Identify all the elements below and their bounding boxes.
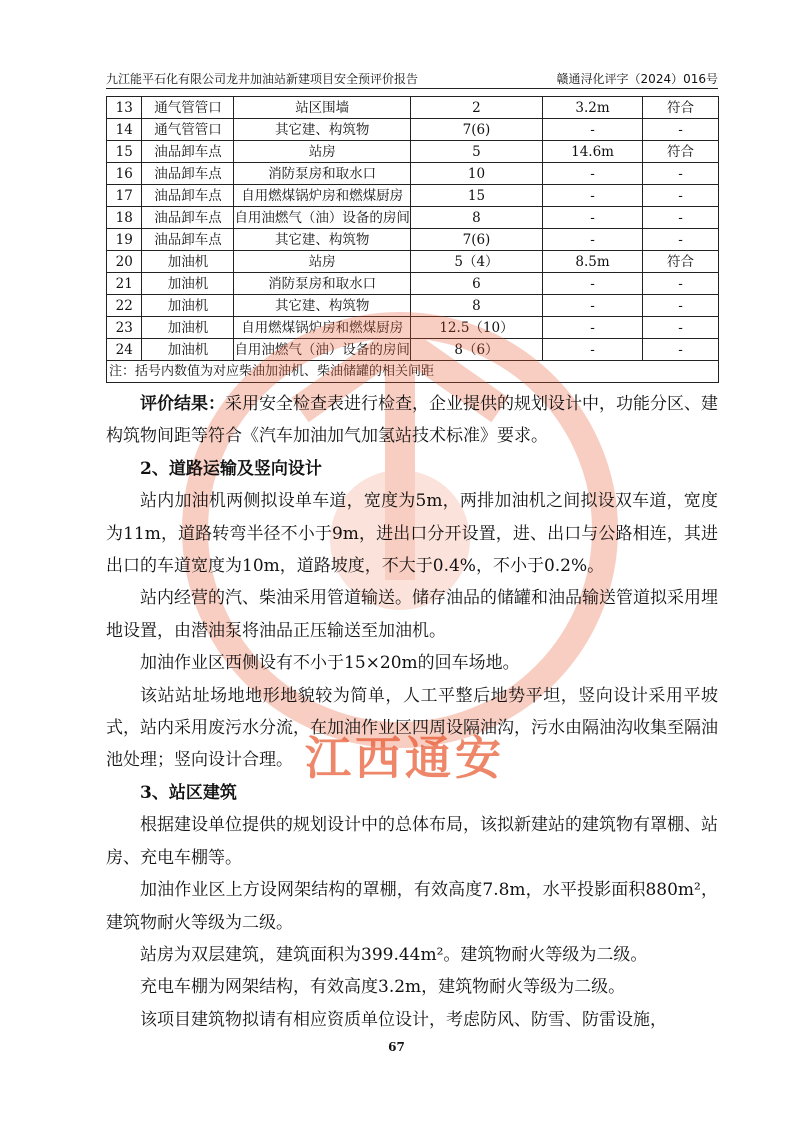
table-cell: - bbox=[643, 229, 719, 251]
paragraph-charging-shed: 充电车棚为网架结构，有效高度3.2m，建筑物耐火等级为二级。 bbox=[140, 977, 626, 998]
table-row bbox=[107, 97, 719, 119]
paragraph-turnaround: 加油作业区西侧设有不小于15×20m的回车场地。 bbox=[140, 653, 520, 674]
table-note: 注：括号内数值为对应柴油加油机、柴油储罐的相关间距 bbox=[107, 361, 719, 383]
table-cell: 14.6m bbox=[543, 141, 643, 163]
table-cell: 通气管管口 bbox=[142, 119, 234, 141]
paragraph-canopy: 加油作业区上方设网架结构的罩棚，有效高度7.8m，水平投影面积880m²，建筑物耐火等级为二级。 bbox=[106, 880, 718, 933]
table-cell: 油品卸车点 bbox=[142, 207, 234, 229]
paragraph-lanes: 站内加油机两侧拟设单车道，宽度为5m，两排加油机之间拟设双车道，宽度为11m，道路转弯半径不小于9m，进出口分开设置，进、出口与公路相连，其进出口的车道宽度为10m，道路坡度，不大于0.4%，不小于0.2%。 bbox=[106, 491, 718, 577]
table-cell: 符合 bbox=[643, 251, 719, 273]
table-cell: 3.2m bbox=[543, 97, 643, 119]
paragraph-vertical-design: 该站站址场地地形地貌较为简单，人工平整后地势平坦，竖向设计采用平坡式，站内采用废污水分流，在加油作业区四周设隔油沟，污水由隔油沟收集至隔油池处理；竖向设计合理。 bbox=[106, 685, 718, 771]
watermark-text: 江西通安 bbox=[305, 731, 505, 785]
distance-table bbox=[106, 96, 719, 383]
table-row bbox=[107, 273, 719, 295]
table-row bbox=[107, 163, 719, 185]
table-cell: - bbox=[543, 229, 643, 251]
table-cell: - bbox=[543, 273, 643, 295]
paragraph-station-house: 站房为双层建筑，建筑面积为399.44m²。建筑物耐火等级为二级。 bbox=[140, 944, 648, 965]
table-cell: 自用油燃气（油）设备的房间 bbox=[234, 207, 411, 229]
table-cell: 加油机 bbox=[142, 251, 234, 273]
table-row bbox=[107, 251, 719, 273]
table-cell: 17 bbox=[107, 185, 142, 207]
table-cell: 12.5（10） bbox=[410, 317, 542, 339]
evaluation-result-text: 采用安全检查表进行检查，企业提供的规划设计中，功能分区、建构筑物间距等符合《汽车加油加气加氢站技术标准》要求。 bbox=[106, 394, 718, 447]
table-cell: - bbox=[643, 163, 719, 185]
table-cell: 19 bbox=[107, 229, 142, 251]
table-cell: 8 bbox=[410, 295, 542, 317]
table-row bbox=[107, 119, 719, 141]
table-cell: 加油机 bbox=[142, 273, 234, 295]
table-cell: 7(6) bbox=[410, 119, 542, 141]
table-cell: 5 bbox=[410, 141, 542, 163]
table-cell: 加油机 bbox=[142, 339, 234, 361]
table-cell: 8（6） bbox=[410, 339, 542, 361]
table-row bbox=[107, 207, 719, 229]
table-cell: 站区围墙 bbox=[234, 97, 411, 119]
page-number: 67 bbox=[388, 1040, 405, 1054]
paragraph-layout: 根据建设单位提供的规划设计中的总体布局，该拟新建站的建筑物有罩棚、站房、充电车棚等。 bbox=[106, 815, 718, 868]
table-cell: 自用燃煤锅炉房和燃煤厨房 bbox=[234, 185, 411, 207]
paragraph-design-note: 该项目建筑物拟请有相应资质单位设计，考虑防风、防雪、防雷设施， bbox=[140, 1009, 667, 1030]
table-cell: 5（4） bbox=[410, 251, 542, 273]
table-cell: 加油机 bbox=[142, 295, 234, 317]
table-cell: 13 bbox=[107, 97, 142, 119]
table-row bbox=[107, 295, 719, 317]
table-cell: - bbox=[543, 207, 643, 229]
table-cell: 20 bbox=[107, 251, 142, 273]
table-row bbox=[107, 185, 719, 207]
table-cell: 7(6) bbox=[410, 229, 542, 251]
table-cell: 22 bbox=[107, 295, 142, 317]
table-cell: - bbox=[643, 295, 719, 317]
table-cell: - bbox=[643, 119, 719, 141]
table-cell: 自用油燃气（油）设备的房间 bbox=[234, 339, 411, 361]
table-cell: 油品卸车点 bbox=[142, 141, 234, 163]
table-cell: 8 bbox=[410, 207, 542, 229]
table-cell: 2 bbox=[410, 97, 542, 119]
paragraph-pipelines: 站内经营的汽、柴油采用管道输送。储存油品的储罐和油品输送管道拟采用埋地设置，由潜油泵将油品正压输送至加油机。 bbox=[106, 588, 718, 641]
table-cell: 自用燃煤锅炉房和燃煤厨房 bbox=[234, 317, 411, 339]
table-cell: 10 bbox=[410, 163, 542, 185]
table-cell: - bbox=[543, 317, 643, 339]
table-cell: 15 bbox=[107, 141, 142, 163]
table-cell: 其它建、构筑物 bbox=[234, 119, 411, 141]
table-cell: 油品卸车点 bbox=[142, 163, 234, 185]
table-cell: - bbox=[543, 295, 643, 317]
table-cell: 符合 bbox=[643, 97, 719, 119]
table-cell: 15 bbox=[410, 185, 542, 207]
table-row bbox=[107, 229, 719, 251]
page-header bbox=[106, 68, 718, 89]
table-note-row bbox=[107, 361, 719, 383]
table-cell: 消防泵房和取水口 bbox=[234, 163, 411, 185]
section-heading-buildings: 3、站区建筑 bbox=[140, 782, 237, 803]
table-cell: 其它建、构筑物 bbox=[234, 229, 411, 251]
header-doc-number: 赣通浔化评字（2024）016号 bbox=[556, 72, 718, 86]
table-cell: 23 bbox=[107, 317, 142, 339]
table-cell: - bbox=[543, 119, 643, 141]
table-row bbox=[107, 141, 719, 163]
table-cell: - bbox=[643, 317, 719, 339]
table-cell: 通气管管口 bbox=[142, 97, 234, 119]
table-cell: 站房 bbox=[234, 251, 411, 273]
table-cell: 6 bbox=[410, 273, 542, 295]
body-text bbox=[106, 388, 718, 1036]
table-cell: 14 bbox=[107, 119, 142, 141]
header-title: 九江能平石化有限公司龙井加油站新建项目安全预评价报告 bbox=[106, 72, 419, 86]
table-cell: - bbox=[643, 273, 719, 295]
table-cell: - bbox=[543, 339, 643, 361]
table-cell: 16 bbox=[107, 163, 142, 185]
table-cell: - bbox=[643, 185, 719, 207]
table-cell: 24 bbox=[107, 339, 142, 361]
section-heading-road: 2、道路运输及竖向设计 bbox=[140, 458, 322, 479]
table-cell: - bbox=[543, 163, 643, 185]
table-cell: 21 bbox=[107, 273, 142, 295]
table-cell: 18 bbox=[107, 207, 142, 229]
table-cell: - bbox=[643, 207, 719, 229]
table-cell: 消防泵房和取水口 bbox=[234, 273, 411, 295]
table-row bbox=[107, 339, 719, 361]
table-cell: 加油机 bbox=[142, 317, 234, 339]
table-cell: 油品卸车点 bbox=[142, 185, 234, 207]
table-row bbox=[107, 317, 719, 339]
table-cell: 符合 bbox=[643, 141, 719, 163]
evaluation-result-paragraph bbox=[106, 388, 718, 453]
table-cell: 油品卸车点 bbox=[142, 229, 234, 251]
table-cell: - bbox=[543, 185, 643, 207]
table-cell: 站房 bbox=[234, 141, 411, 163]
table-cell: 8.5m bbox=[543, 251, 643, 273]
table-cell: - bbox=[643, 339, 719, 361]
table-cell: 其它建、构筑物 bbox=[234, 295, 411, 317]
evaluation-result-label: 评价结果： bbox=[140, 394, 225, 414]
